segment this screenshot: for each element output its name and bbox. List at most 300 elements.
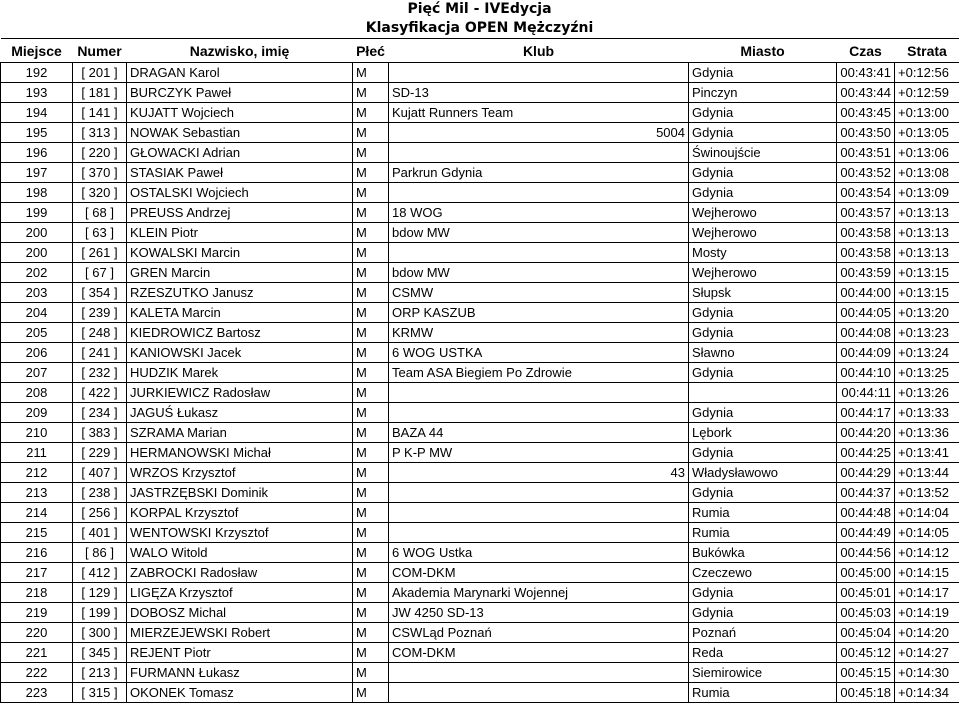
cell-plec: M	[353, 303, 389, 323]
cell-miejsce: 200	[1, 223, 73, 243]
cell-plec: M	[353, 623, 389, 643]
cell-miejsce: 194	[1, 103, 73, 123]
cell-nazwisko: BURCZYK Paweł	[127, 83, 353, 103]
cell-numer: [ 181 ]	[73, 83, 127, 103]
cell-miasto: Gdynia	[689, 363, 837, 383]
cell-nazwisko: WALO Witold	[127, 543, 353, 563]
cell-numer: [ 412 ]	[73, 563, 127, 583]
cell-strata: +0:13:52	[895, 483, 959, 503]
cell-plec: M	[353, 183, 389, 203]
cell-miejsce: 222	[1, 663, 73, 683]
cell-nazwisko: JASTRZĘBSKI Dominik	[127, 483, 353, 503]
cell-nazwisko: JAGUŚ Łukasz	[127, 403, 353, 423]
cell-klub	[389, 603, 689, 623]
cell-numer: [ 370 ]	[73, 163, 127, 183]
cell-plec: M	[353, 223, 389, 243]
table-row	[1, 463, 959, 483]
table-row	[1, 163, 959, 183]
cell-klub	[389, 143, 689, 163]
cell-miejsce: 211	[1, 443, 73, 463]
cell-nazwisko: KOWALSKI Marcin	[127, 243, 353, 263]
cell-miasto	[689, 383, 837, 403]
cell-klub	[389, 623, 689, 643]
club-name: Team ASA Biegiem Po Zdrowie	[392, 364, 572, 380]
cell-strata: +0:13:13	[895, 243, 959, 263]
table-row	[1, 83, 959, 103]
cell-czas: 00:44:11	[837, 383, 895, 403]
cell-nazwisko: KIEDROWICZ Bartosz	[127, 323, 353, 343]
cell-nazwisko: STASIAK Paweł	[127, 163, 353, 183]
cell-strata: +0:14:05	[895, 523, 959, 543]
cell-numer: [ 300 ]	[73, 623, 127, 643]
cell-nazwisko: GŁOWACKI Adrian	[127, 143, 353, 163]
club-name: P K-P MW	[392, 444, 453, 460]
cell-strata: +0:12:59	[895, 83, 959, 103]
table-row	[1, 223, 959, 243]
cell-strata: +0:13:25	[895, 363, 959, 383]
cell-strata: +0:13:20	[895, 303, 959, 323]
cell-klub	[389, 523, 689, 543]
cell-czas: 00:44:09	[837, 343, 895, 363]
cell-nazwisko: OKONEK Tomasz	[127, 683, 353, 703]
cell-numer: [ 86 ]	[73, 543, 127, 563]
cell-strata: +0:13:09	[895, 183, 959, 203]
cell-miejsce: 216	[1, 543, 73, 563]
cell-miejsce: 205	[1, 323, 73, 343]
cell-klub	[389, 263, 689, 283]
cell-numer: [ 422 ]	[73, 383, 127, 403]
cell-miejsce: 210	[1, 423, 73, 443]
cell-plec: M	[353, 583, 389, 603]
cell-miasto: Władysławowo	[689, 463, 837, 483]
cell-klub	[389, 483, 689, 503]
club-name: bdow MW	[392, 224, 450, 240]
cell-plec: M	[353, 83, 389, 103]
cell-miasto: Gdynia	[689, 603, 837, 623]
cell-nazwisko: KUJATT Wojciech	[127, 103, 353, 123]
cell-numer: [ 354 ]	[73, 283, 127, 303]
cell-czas: 00:43:50	[837, 123, 895, 143]
table-row	[1, 183, 959, 203]
table-row	[1, 563, 959, 583]
cell-numer: [ 248 ]	[73, 323, 127, 343]
cell-numer: [ 63 ]	[73, 223, 127, 243]
cell-czas: 00:45:01	[837, 583, 895, 603]
cell-klub	[389, 683, 689, 703]
cell-plec: M	[353, 603, 389, 623]
cell-miasto: Bukówka	[689, 543, 837, 563]
cell-numer: [ 407 ]	[73, 463, 127, 483]
cell-miasto: Gdynia	[689, 583, 837, 603]
cell-miejsce: 208	[1, 383, 73, 403]
page-header	[0, 0, 959, 38]
cell-strata: +0:14:17	[895, 583, 959, 603]
cell-klub	[389, 463, 689, 483]
cell-plec: M	[353, 463, 389, 483]
cell-miasto: Gdynia	[689, 403, 837, 423]
cell-miasto: Gdynia	[689, 63, 837, 83]
table-row	[1, 443, 959, 463]
table-row	[1, 683, 959, 703]
cell-nazwisko: OSTALSKI Wojciech	[127, 183, 353, 203]
cell-plec: M	[353, 683, 389, 703]
table-row	[1, 503, 959, 523]
cell-czas: 00:43:44	[837, 83, 895, 103]
cell-czas: 00:43:59	[837, 263, 895, 283]
cell-strata: +0:14:15	[895, 563, 959, 583]
cell-strata: +0:13:05	[895, 123, 959, 143]
cell-nazwisko: KANIOWSKI Jacek	[127, 343, 353, 363]
cell-klub	[389, 663, 689, 683]
table-row	[1, 263, 959, 283]
cell-miasto: Wejherowo	[689, 223, 837, 243]
cell-klub	[389, 183, 689, 203]
cell-strata: +0:13:33	[895, 403, 959, 423]
table-row	[1, 423, 959, 443]
table-row	[1, 663, 959, 683]
club-name: KRMW	[392, 324, 434, 340]
table-row	[1, 603, 959, 623]
club-name: 18 WOG	[392, 204, 443, 220]
cell-numer: [ 238 ]	[73, 483, 127, 503]
cell-miejsce: 196	[1, 143, 73, 163]
cell-nazwisko: HUDZIK Marek	[127, 363, 353, 383]
cell-czas: 00:43:58	[837, 243, 895, 263]
cell-miejsce: 199	[1, 203, 73, 223]
cell-plec: M	[353, 643, 389, 663]
cell-miejsce: 204	[1, 303, 73, 323]
club-name: BAZA 44	[392, 424, 444, 440]
cell-numer: [ 239 ]	[73, 303, 127, 323]
club-number: 5004	[656, 124, 685, 140]
col-header-miasto: Miasto	[689, 39, 837, 63]
table-row	[1, 123, 959, 143]
cell-czas: 00:45:12	[837, 643, 895, 663]
cell-numer: [ 313 ]	[73, 123, 127, 143]
cell-nazwisko: JURKIEWICZ Radosław	[127, 383, 353, 403]
cell-strata: +0:13:00	[895, 103, 959, 123]
cell-miasto: Rumia	[689, 523, 837, 543]
cell-czas: 00:43:45	[837, 103, 895, 123]
cell-klub	[389, 563, 689, 583]
club-name: Kujatt Runners Team	[392, 104, 514, 120]
cell-miasto: Gdynia	[689, 123, 837, 143]
cell-numer: [ 383 ]	[73, 423, 127, 443]
table-row	[1, 283, 959, 303]
cell-strata: +0:14:04	[895, 503, 959, 523]
cell-czas: 00:45:04	[837, 623, 895, 643]
cell-czas: 00:44:56	[837, 543, 895, 563]
cell-miasto: Reda	[689, 643, 837, 663]
cell-klub	[389, 423, 689, 443]
cell-czas: 00:44:05	[837, 303, 895, 323]
cell-miejsce: 221	[1, 643, 73, 663]
cell-nazwisko: REJENT Piotr	[127, 643, 353, 663]
table-row	[1, 243, 959, 263]
cell-czas: 00:45:15	[837, 663, 895, 683]
cell-czas: 00:43:57	[837, 203, 895, 223]
cell-miejsce: 219	[1, 603, 73, 623]
cell-czas: 00:44:49	[837, 523, 895, 543]
cell-strata: +0:14:12	[895, 543, 959, 563]
cell-miasto: Rumia	[689, 503, 837, 523]
cell-klub	[389, 343, 689, 363]
cell-miasto: Słupsk	[689, 283, 837, 303]
table-row	[1, 623, 959, 643]
cell-miasto: Gdynia	[689, 443, 837, 463]
cell-strata: +0:12:56	[895, 63, 959, 83]
cell-strata: +0:13:36	[895, 423, 959, 443]
cell-plec: M	[353, 483, 389, 503]
table-row	[1, 63, 959, 83]
cell-plec: M	[353, 163, 389, 183]
cell-czas: 00:44:17	[837, 403, 895, 423]
cell-czas: 00:43:41	[837, 63, 895, 83]
table-row	[1, 323, 959, 343]
cell-miasto: Czeczewo	[689, 563, 837, 583]
cell-nazwisko: DOBOSZ Michal	[127, 603, 353, 623]
cell-klub	[389, 363, 689, 383]
cell-strata: +0:14:27	[895, 643, 959, 663]
table-row	[1, 103, 959, 123]
results-table	[0, 38, 959, 703]
page-title: Pięć Mil - IVEdycja	[407, 1, 552, 17]
cell-miasto: Gdynia	[689, 323, 837, 343]
col-header-strata: Strata	[895, 39, 959, 63]
cell-czas: 00:45:03	[837, 603, 895, 623]
cell-nazwisko: HERMANOWSKI Michał	[127, 443, 353, 463]
table-row	[1, 403, 959, 423]
cell-strata: +0:13:23	[895, 323, 959, 343]
cell-plec: M	[353, 523, 389, 543]
cell-strata: +0:13:08	[895, 163, 959, 183]
cell-strata: +0:13:13	[895, 203, 959, 223]
table-row	[1, 383, 959, 403]
cell-numer: [ 241 ]	[73, 343, 127, 363]
club-name: 6 WOG USTKA	[392, 344, 483, 360]
cell-plec: M	[353, 423, 389, 443]
cell-miejsce: 209	[1, 403, 73, 423]
cell-plec: M	[353, 503, 389, 523]
cell-numer: [ 234 ]	[73, 403, 127, 423]
cell-klub	[389, 83, 689, 103]
cell-nazwisko: SZRAMA Marian	[127, 423, 353, 443]
cell-nazwisko: FURMANN Łukasz	[127, 663, 353, 683]
cell-miasto: Sławno	[689, 343, 837, 363]
cell-miejsce: 203	[1, 283, 73, 303]
club-name: 6 WOG Ustka	[392, 544, 473, 560]
table-row	[1, 483, 959, 503]
col-header-czas: Czas	[837, 39, 895, 63]
cell-miasto: Wejherowo	[689, 263, 837, 283]
cell-plec: M	[353, 403, 389, 423]
table-row	[1, 143, 959, 163]
cell-czas: 00:44:00	[837, 283, 895, 303]
cell-numer: [ 261 ]	[73, 243, 127, 263]
club-number: 43	[670, 464, 685, 480]
cell-miasto: Rumia	[689, 683, 837, 703]
cell-czas: 00:44:20	[837, 423, 895, 443]
cell-czas: 00:43:52	[837, 163, 895, 183]
club-name: Parkrun Gdynia	[392, 164, 483, 180]
cell-klub	[389, 63, 689, 83]
cell-plec: M	[353, 443, 389, 463]
cell-nazwisko: RZESZUTKO Janusz	[127, 283, 353, 303]
cell-klub	[389, 283, 689, 303]
cell-miejsce: 198	[1, 183, 73, 203]
cell-miasto: Gdynia	[689, 103, 837, 123]
cell-klub	[389, 103, 689, 123]
cell-strata: +0:13:15	[895, 283, 959, 303]
table-row	[1, 543, 959, 563]
cell-klub	[389, 123, 689, 143]
col-header-numer: Numer	[73, 39, 127, 63]
cell-numer: [ 141 ]	[73, 103, 127, 123]
cell-numer: [ 401 ]	[73, 523, 127, 543]
cell-miejsce: 202	[1, 263, 73, 283]
cell-czas: 00:45:00	[837, 563, 895, 583]
cell-nazwisko: GREN Marcin	[127, 263, 353, 283]
cell-plec: M	[353, 63, 389, 83]
cell-plec: M	[353, 563, 389, 583]
club-name: JW 4250 SD-13	[392, 604, 484, 620]
club-name: CSMW	[392, 284, 434, 300]
cell-klub	[389, 643, 689, 663]
table-row	[1, 363, 959, 383]
cell-plec: M	[353, 383, 389, 403]
cell-czas: 00:44:08	[837, 323, 895, 343]
cell-klub	[389, 203, 689, 223]
cell-plec: M	[353, 283, 389, 303]
cell-strata: +0:14:19	[895, 603, 959, 623]
page-subtitle: Klasyfikacja OPEN Mężczyźni	[365, 20, 594, 36]
cell-strata: +0:14:30	[895, 663, 959, 683]
club-name: SD-13	[392, 84, 429, 100]
cell-czas: 00:44:25	[837, 443, 895, 463]
table-row	[1, 583, 959, 603]
cell-nazwisko: NOWAK Sebastian	[127, 123, 353, 143]
cell-miejsce: 207	[1, 363, 73, 383]
cell-nazwisko: KORPAL Krzysztof	[127, 503, 353, 523]
cell-numer: [ 320 ]	[73, 183, 127, 203]
cell-miasto: Gdynia	[689, 163, 837, 183]
cell-plec: M	[353, 243, 389, 263]
cell-klub	[389, 503, 689, 523]
cell-miejsce: 192	[1, 63, 73, 83]
cell-czas: 00:44:29	[837, 463, 895, 483]
table-row	[1, 203, 959, 223]
club-name: COM-DKM	[392, 564, 456, 580]
cell-miejsce: 195	[1, 123, 73, 143]
cell-miejsce: 206	[1, 343, 73, 363]
cell-czas: 00:44:10	[837, 363, 895, 383]
cell-plec: M	[353, 123, 389, 143]
col-header-klub: Klub	[389, 39, 689, 63]
cell-numer: [ 315 ]	[73, 683, 127, 703]
cell-numer: [ 201 ]	[73, 63, 127, 83]
cell-klub	[389, 543, 689, 563]
cell-strata: +0:13:44	[895, 463, 959, 483]
table-row	[1, 303, 959, 323]
cell-miejsce: 220	[1, 623, 73, 643]
cell-plec: M	[353, 103, 389, 123]
cell-nazwisko: MIERZEJEWSKI Robert	[127, 623, 353, 643]
cell-czas: 00:43:51	[837, 143, 895, 163]
club-name: bdow MW	[392, 264, 450, 280]
cell-nazwisko: WRZOS Krzysztof	[127, 463, 353, 483]
club-name: COM-DKM	[392, 644, 456, 660]
cell-nazwisko: DRAGAN Karol	[127, 63, 353, 83]
cell-nazwisko: WENTOWSKI Krzysztof	[127, 523, 353, 543]
cell-nazwisko: KALETA Marcin	[127, 303, 353, 323]
cell-miejsce: 200	[1, 243, 73, 263]
cell-miasto: Poznań	[689, 623, 837, 643]
cell-miejsce: 212	[1, 463, 73, 483]
cell-numer: [ 229 ]	[73, 443, 127, 463]
cell-miasto: Lębork	[689, 423, 837, 443]
cell-strata: +0:13:26	[895, 383, 959, 403]
cell-plec: M	[353, 663, 389, 683]
cell-plec: M	[353, 343, 389, 363]
cell-numer: [ 345 ]	[73, 643, 127, 663]
cell-klub	[389, 223, 689, 243]
cell-nazwisko: KLEIN Piotr	[127, 223, 353, 243]
cell-miasto: Gdynia	[689, 303, 837, 323]
cell-czas: 00:44:37	[837, 483, 895, 503]
cell-miejsce: 197	[1, 163, 73, 183]
table-row	[1, 343, 959, 363]
col-header-miejsce: Miejsce	[1, 39, 73, 63]
cell-klub	[389, 443, 689, 463]
cell-miasto: Gdynia	[689, 483, 837, 503]
cell-klub	[389, 323, 689, 343]
cell-czas: 00:45:18	[837, 683, 895, 703]
cell-klub	[389, 383, 689, 403]
cell-miejsce: 223	[1, 683, 73, 703]
col-header-nazwisko: Nazwisko, imię	[127, 39, 353, 63]
cell-plec: M	[353, 363, 389, 383]
header-row	[1, 39, 959, 63]
table-row	[1, 523, 959, 543]
club-name: ORP KASZUB	[392, 304, 476, 320]
club-name: Akademia Marynarki Wojennej	[392, 584, 569, 600]
cell-plec: M	[353, 543, 389, 563]
cell-plec: M	[353, 203, 389, 223]
cell-strata: +0:13:24	[895, 343, 959, 363]
cell-miejsce: 215	[1, 523, 73, 543]
cell-miasto: Wejherowo	[689, 203, 837, 223]
cell-klub	[389, 163, 689, 183]
cell-numer: [ 213 ]	[73, 663, 127, 683]
cell-nazwisko: ZABROCKI Radosław	[127, 563, 353, 583]
club-name: CSWLąd Poznań	[392, 624, 492, 640]
cell-czas: 00:44:48	[837, 503, 895, 523]
cell-miasto: Siemirowice	[689, 663, 837, 683]
cell-klub	[389, 583, 689, 603]
cell-strata: +0:13:13	[895, 223, 959, 243]
cell-miejsce: 214	[1, 503, 73, 523]
table-row	[1, 643, 959, 663]
cell-nazwisko: LIGĘZA Krzysztof	[127, 583, 353, 603]
cell-strata: +0:14:34	[895, 683, 959, 703]
cell-numer: [ 220 ]	[73, 143, 127, 163]
cell-miejsce: 218	[1, 583, 73, 603]
cell-strata: +0:13:06	[895, 143, 959, 163]
cell-czas: 00:43:54	[837, 183, 895, 203]
cell-czas: 00:43:58	[837, 223, 895, 243]
col-header-plec: Płeć	[353, 39, 389, 63]
cell-numer: [ 68 ]	[73, 203, 127, 223]
